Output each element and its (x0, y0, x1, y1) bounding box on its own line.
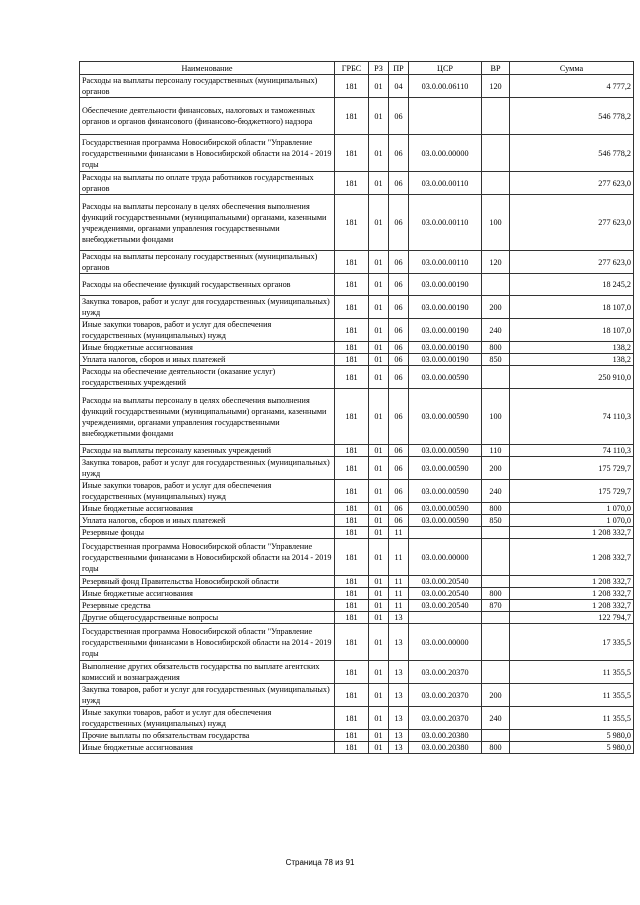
row-rz: 01 (369, 354, 389, 366)
row-grbs: 181 (335, 515, 369, 527)
row-csr (409, 527, 482, 539)
row-rz: 01 (369, 172, 389, 195)
table-row (80, 135, 634, 172)
row-vr (482, 624, 510, 661)
row-pr: 06 (389, 251, 409, 274)
table-row (80, 195, 634, 251)
table-row (80, 296, 634, 319)
row-sum: 1 208 332,7 (510, 527, 634, 539)
row-rz: 01 (369, 661, 389, 684)
row-pr: 11 (389, 600, 409, 612)
row-name: Расходы на выплаты персоналу в целях обеспечения выполнения функций государственными (муниципальными) органами, казенными учреждениями, органами управления государственными внебюджетными фондами (80, 389, 335, 445)
row-pr: 06 (389, 172, 409, 195)
row-csr: 03.0.00.00000 (409, 624, 482, 661)
table-row (80, 503, 634, 515)
row-sum: 4 777,2 (510, 75, 634, 98)
row-sum: 277 623,0 (510, 251, 634, 274)
row-pr: 06 (389, 366, 409, 389)
table-row (80, 366, 634, 389)
row-vr: 800 (482, 742, 510, 754)
row-sum: 175 729,7 (510, 480, 634, 503)
row-pr: 06 (389, 319, 409, 342)
header-sum: Сумма (510, 62, 634, 75)
row-vr (482, 274, 510, 296)
row-pr: 13 (389, 742, 409, 754)
row-pr: 06 (389, 503, 409, 515)
row-rz: 01 (369, 319, 389, 342)
table-row (80, 742, 634, 754)
row-rz: 01 (369, 527, 389, 539)
row-rz: 01 (369, 366, 389, 389)
row-rz: 01 (369, 274, 389, 296)
row-name: Выполнение других обязательств государства по выплате агентских комиссий и вознаграждения (80, 661, 335, 684)
row-rz: 01 (369, 195, 389, 251)
row-name: Расходы на выплаты персоналу государственных (муниципальных) органов (80, 75, 335, 98)
row-sum: 277 623,0 (510, 172, 634, 195)
table-row (80, 588, 634, 600)
row-pr: 06 (389, 354, 409, 366)
row-csr (409, 612, 482, 624)
header-pr: ПР (389, 62, 409, 75)
row-grbs: 181 (335, 445, 369, 457)
row-pr: 06 (389, 457, 409, 480)
row-vr: 240 (482, 319, 510, 342)
row-rz: 01 (369, 742, 389, 754)
row-rz: 01 (369, 624, 389, 661)
row-rz: 01 (369, 684, 389, 707)
header-vr: ВР (482, 62, 510, 75)
row-csr: 03.0.00.00190 (409, 274, 482, 296)
row-csr: 03.0.00.20540 (409, 576, 482, 588)
row-vr: 200 (482, 296, 510, 319)
row-name: Иные бюджетные ассигнования (80, 742, 335, 754)
row-vr: 800 (482, 588, 510, 600)
row-name: Закупка товаров, работ и услуг для государственных (муниципальных) нужд (80, 296, 335, 319)
header-row (80, 62, 634, 75)
row-grbs: 181 (335, 342, 369, 354)
row-rz: 01 (369, 296, 389, 319)
row-csr: 03.0.00.00110 (409, 251, 482, 274)
row-pr: 06 (389, 389, 409, 445)
row-vr: 800 (482, 503, 510, 515)
row-grbs: 181 (335, 661, 369, 684)
row-csr (409, 98, 482, 135)
row-pr: 13 (389, 661, 409, 684)
table-row (80, 624, 634, 661)
row-vr: 850 (482, 354, 510, 366)
table-body (80, 75, 634, 754)
row-sum: 1 070,0 (510, 515, 634, 527)
row-grbs: 181 (335, 98, 369, 135)
row-grbs: 181 (335, 457, 369, 480)
row-pr: 13 (389, 624, 409, 661)
row-sum: 250 910,0 (510, 366, 634, 389)
row-vr: 850 (482, 515, 510, 527)
row-grbs: 181 (335, 319, 369, 342)
row-grbs: 181 (335, 274, 369, 296)
table-row (80, 684, 634, 707)
row-rz: 01 (369, 98, 389, 135)
row-name: Закупка товаров, работ и услуг для государственных (муниципальных) нужд (80, 684, 335, 707)
header-grbs: ГРБС (335, 62, 369, 75)
row-pr: 06 (389, 480, 409, 503)
row-csr: 03.0.00.20370 (409, 684, 482, 707)
table-row (80, 172, 634, 195)
row-rz: 01 (369, 342, 389, 354)
row-vr: 100 (482, 389, 510, 445)
row-name: Расходы на обеспечение деятельности (оказание услуг) государственных учреждений (80, 366, 335, 389)
table-row (80, 612, 634, 624)
table-row (80, 274, 634, 296)
row-name: Иные бюджетные ассигнования (80, 588, 335, 600)
row-csr: 03.0.00.00110 (409, 172, 482, 195)
row-sum: 1 208 332,7 (510, 539, 634, 576)
table-row (80, 342, 634, 354)
row-pr: 11 (389, 527, 409, 539)
row-grbs: 181 (335, 251, 369, 274)
row-grbs: 181 (335, 576, 369, 588)
row-name: Прочие выплаты по обязательствам государства (80, 730, 335, 742)
row-sum: 11 355,5 (510, 707, 634, 730)
row-pr: 06 (389, 135, 409, 172)
row-csr: 03.0.00.00190 (409, 319, 482, 342)
row-rz: 01 (369, 707, 389, 730)
row-grbs: 181 (335, 600, 369, 612)
row-sum: 1 070,0 (510, 503, 634, 515)
row-vr (482, 661, 510, 684)
row-vr: 240 (482, 707, 510, 730)
row-name: Иные закупки товаров, работ и услуг для обеспечения государственных (муниципальных) нужд (80, 319, 335, 342)
row-sum: 175 729,7 (510, 457, 634, 480)
row-vr (482, 135, 510, 172)
row-rz: 01 (369, 539, 389, 576)
row-grbs: 181 (335, 480, 369, 503)
table-row (80, 527, 634, 539)
row-grbs: 181 (335, 707, 369, 730)
row-pr: 06 (389, 274, 409, 296)
row-vr: 110 (482, 445, 510, 457)
row-name: Расходы на выплаты персоналу государственных (муниципальных) органов (80, 251, 335, 274)
table-row (80, 707, 634, 730)
row-csr: 03.0.00.00590 (409, 515, 482, 527)
table-row (80, 730, 634, 742)
row-grbs: 181 (335, 195, 369, 251)
row-sum: 546 778,2 (510, 98, 634, 135)
row-csr: 03.0.00.00000 (409, 539, 482, 576)
table-row (80, 354, 634, 366)
row-csr: 03.0.00.00590 (409, 389, 482, 445)
row-vr (482, 366, 510, 389)
row-name: Государственная программа Новосибирской области "Управление государственными финансами в Новосибирской области на 2014 - 2019 годы (80, 539, 335, 576)
row-name: Иные бюджетные ассигнования (80, 342, 335, 354)
row-grbs: 181 (335, 742, 369, 754)
row-rz: 01 (369, 445, 389, 457)
table-row (80, 457, 634, 480)
row-rz: 01 (369, 457, 389, 480)
row-pr: 13 (389, 612, 409, 624)
row-csr: 03.0.00.00110 (409, 195, 482, 251)
row-vr: 200 (482, 457, 510, 480)
row-pr: 06 (389, 195, 409, 251)
row-sum: 546 778,2 (510, 135, 634, 172)
row-grbs: 181 (335, 527, 369, 539)
row-name: Расходы на обеспечение функций государственных органов (80, 274, 335, 296)
row-csr: 03.0.00.00000 (409, 135, 482, 172)
row-grbs: 181 (335, 612, 369, 624)
row-sum: 18 107,0 (510, 296, 634, 319)
row-sum: 74 110,3 (510, 389, 634, 445)
row-vr (482, 527, 510, 539)
row-rz: 01 (369, 251, 389, 274)
row-grbs: 181 (335, 172, 369, 195)
row-pr: 11 (389, 576, 409, 588)
row-csr: 03.0.00.20370 (409, 707, 482, 730)
row-pr: 11 (389, 588, 409, 600)
row-rz: 01 (369, 480, 389, 503)
row-csr: 03.0.00.06110 (409, 75, 482, 98)
row-pr: 13 (389, 707, 409, 730)
row-grbs: 181 (335, 389, 369, 445)
row-vr: 800 (482, 342, 510, 354)
row-vr: 240 (482, 480, 510, 503)
row-name: Резервный фонд Правительства Новосибирской области (80, 576, 335, 588)
row-sum: 1 208 332,7 (510, 576, 634, 588)
row-sum: 138,2 (510, 354, 634, 366)
row-name: Расходы на выплаты по оплате труда работников государственных органов (80, 172, 335, 195)
row-sum: 138,2 (510, 342, 634, 354)
row-vr: 870 (482, 600, 510, 612)
table-row (80, 539, 634, 576)
table-row (80, 251, 634, 274)
row-csr: 03.0.00.20380 (409, 742, 482, 754)
row-csr: 03.0.00.00590 (409, 480, 482, 503)
row-name: Расходы на выплаты персоналу в целях обеспечения выполнения функций государственными (муниципальными) органами, казенными учреждениями, органами управления государственными внебюджетными фондами (80, 195, 335, 251)
table-row (80, 389, 634, 445)
table-row (80, 98, 634, 135)
row-sum: 5 980,0 (510, 742, 634, 754)
row-csr: 03.0.00.00590 (409, 366, 482, 389)
table-row (80, 576, 634, 588)
row-pr: 06 (389, 342, 409, 354)
row-name: Иные закупки товаров, работ и услуг для обеспечения государственных (муниципальных) нужд (80, 707, 335, 730)
row-grbs: 181 (335, 730, 369, 742)
row-rz: 01 (369, 75, 389, 98)
row-name: Иные закупки товаров, работ и услуг для обеспечения государственных (муниципальных) нужд (80, 480, 335, 503)
row-rz: 01 (369, 588, 389, 600)
row-rz: 01 (369, 600, 389, 612)
row-rz: 01 (369, 515, 389, 527)
row-pr: 06 (389, 445, 409, 457)
row-pr: 11 (389, 539, 409, 576)
row-name: Расходы на выплаты персоналу казенных учреждений (80, 445, 335, 457)
header-csr: ЦСР (409, 62, 482, 75)
row-name: Закупка товаров, работ и услуг для государственных (муниципальных) нужд (80, 457, 335, 480)
row-rz: 01 (369, 503, 389, 515)
table-row (80, 515, 634, 527)
row-grbs: 181 (335, 75, 369, 98)
row-grbs: 181 (335, 539, 369, 576)
row-name: Резервные средства (80, 600, 335, 612)
row-sum: 17 335,5 (510, 624, 634, 661)
row-grbs: 181 (335, 503, 369, 515)
row-sum: 74 110,3 (510, 445, 634, 457)
row-name: Государственная программа Новосибирской области "Управление государственными финансами в Новосибирской области на 2014 - 2019 годы (80, 135, 335, 172)
row-pr: 13 (389, 730, 409, 742)
row-vr: 200 (482, 684, 510, 707)
row-csr: 03.0.00.00590 (409, 445, 482, 457)
table-row (80, 319, 634, 342)
row-csr: 03.0.00.00190 (409, 354, 482, 366)
row-vr: 120 (482, 75, 510, 98)
row-sum: 1 208 332,7 (510, 600, 634, 612)
row-rz: 01 (369, 135, 389, 172)
row-pr: 13 (389, 684, 409, 707)
row-csr: 03.0.00.20370 (409, 661, 482, 684)
row-vr (482, 576, 510, 588)
row-csr: 03.0.00.00190 (409, 296, 482, 319)
table-row (80, 75, 634, 98)
row-csr: 03.0.00.00590 (409, 503, 482, 515)
row-grbs: 181 (335, 684, 369, 707)
row-vr (482, 730, 510, 742)
row-grbs: 181 (335, 624, 369, 661)
row-vr (482, 98, 510, 135)
row-name: Иные бюджетные ассигнования (80, 503, 335, 515)
row-pr: 06 (389, 515, 409, 527)
row-sum: 18 245,2 (510, 274, 634, 296)
row-grbs: 181 (335, 366, 369, 389)
row-vr: 100 (482, 195, 510, 251)
row-vr (482, 539, 510, 576)
header-name: Наименование (80, 62, 335, 75)
row-csr: 03.0.00.00190 (409, 342, 482, 354)
row-sum: 5 980,0 (510, 730, 634, 742)
row-sum: 11 355,5 (510, 684, 634, 707)
row-vr: 120 (482, 251, 510, 274)
row-sum: 11 355,5 (510, 661, 634, 684)
row-rz: 01 (369, 730, 389, 742)
row-sum: 277 623,0 (510, 195, 634, 251)
row-name: Другие общегосударственные вопросы (80, 612, 335, 624)
table-row (80, 445, 634, 457)
row-vr (482, 612, 510, 624)
row-rz: 01 (369, 576, 389, 588)
row-rz: 01 (369, 389, 389, 445)
row-name: Резервные фонды (80, 527, 335, 539)
table-row (80, 480, 634, 503)
row-pr: 06 (389, 98, 409, 135)
row-rz: 01 (369, 612, 389, 624)
header-rz: РЗ (369, 62, 389, 75)
row-grbs: 181 (335, 135, 369, 172)
row-sum: 122 794,7 (510, 612, 634, 624)
row-grbs: 181 (335, 588, 369, 600)
row-vr (482, 172, 510, 195)
row-name: Уплата налогов, сборов и иных платежей (80, 354, 335, 366)
row-sum: 1 208 332,7 (510, 588, 634, 600)
page-number: Страница 78 из 91 (285, 858, 355, 867)
row-csr: 03.0.00.20380 (409, 730, 482, 742)
row-pr: 04 (389, 75, 409, 98)
row-csr: 03.0.00.20540 (409, 588, 482, 600)
row-name: Государственная программа Новосибирской области "Управление государственными финансами в Новосибирской области на 2014 - 2019 годы (80, 624, 335, 661)
row-name: Уплата налогов, сборов и иных платежей (80, 515, 335, 527)
row-name: Обеспечение деятельности финансовых, налоговых и таможенных органов и органов финансового (финансово-бюджетного) надзора (80, 98, 335, 135)
row-csr: 03.0.00.20540 (409, 600, 482, 612)
row-csr: 03.0.00.00590 (409, 457, 482, 480)
row-grbs: 181 (335, 296, 369, 319)
row-grbs: 181 (335, 354, 369, 366)
table-header (80, 62, 634, 75)
row-pr: 06 (389, 296, 409, 319)
row-sum: 18 107,0 (510, 319, 634, 342)
budget-table (79, 61, 634, 754)
table-row (80, 661, 634, 684)
table-row (80, 600, 634, 612)
